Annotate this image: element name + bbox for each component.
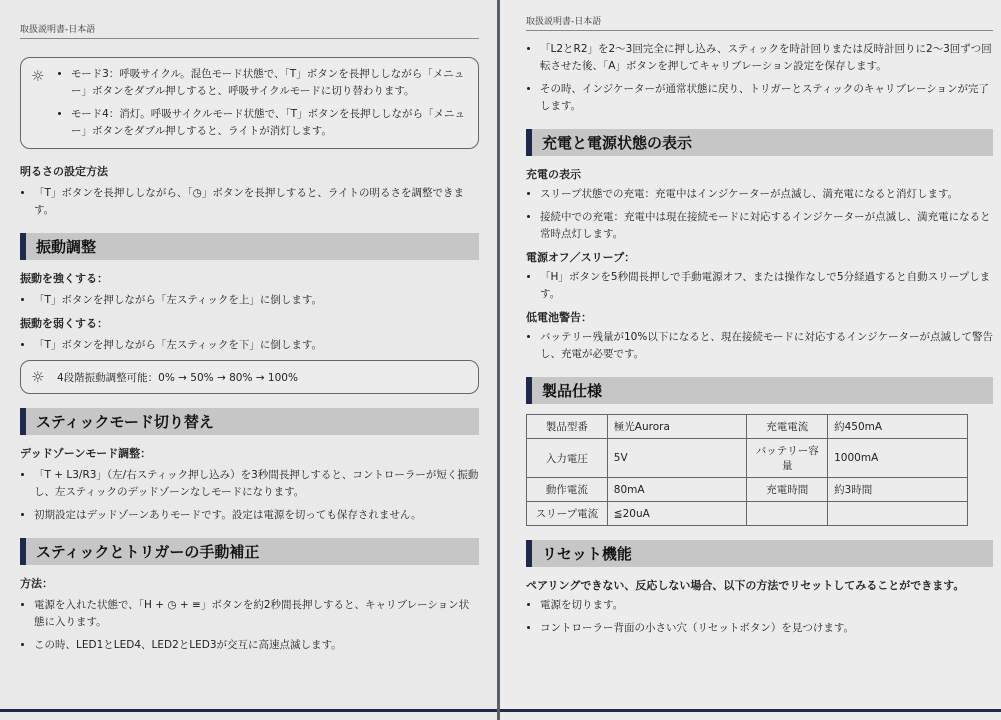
right-page xyxy=(500,0,1001,720)
deadzone-item: • 初期設定はデッドゾーンありモードです。設定は電源を切っても保存されません。 xyxy=(34,507,479,524)
spec-label: 入力電圧 xyxy=(527,439,608,478)
deadzone-title: デッドゾーンモード調整： xyxy=(20,447,152,460)
vib-weak-title: 振動を弱くする： xyxy=(20,317,108,330)
tip-item: • モード3：呼吸サイクル。混色モード状態で、「T」ボタンを長押ししながら「メニュー」ボタンをダブル押しすると、呼吸サイクルモードに切り替わります。 xyxy=(71,66,468,100)
page-bottom-rule xyxy=(500,709,1001,712)
spec-label: バッテリー容量 xyxy=(747,439,828,478)
lowbat-item: • バッテリー残量が10%以下になると、現在接続モードに対応するインジケーターが点滅して警告し、充電が必要です。 xyxy=(540,329,993,363)
table-row xyxy=(527,439,968,478)
spec-label xyxy=(747,502,828,526)
spec-value: ≦20uA xyxy=(607,502,747,526)
calibration-item: • 「L2とR2」を2～3回完全に押し込み、スティックを時計回りまたは反時計回りに2～3回ずつ回転させた後、「A」ボタンを押してキャリブレーション設定を保存します。 xyxy=(540,41,993,75)
section-specs: 製品仕様 xyxy=(526,377,993,404)
vib-strong-title: 振動を強くする： xyxy=(20,272,108,285)
section-calibration: スティックとトリガーの手動補正 xyxy=(20,538,479,565)
vib-weak-text: • 「T」ボタンを押しながら「左スティックを下」に倒します。 xyxy=(34,337,479,354)
spec-value: 80mA xyxy=(607,478,747,502)
spec-label: 充電時間 xyxy=(747,478,828,502)
brightness-text: • 「T」ボタンを長押ししながら、「◷」ボタンを長押しすると、ライトの明るさを調整できます。 xyxy=(34,185,479,219)
page-header-left: 取扱説明書-日本語 xyxy=(20,22,479,39)
tip-box-vibration xyxy=(20,360,479,394)
spec-value: 1000mA xyxy=(828,439,968,478)
reset-intro: ペアリングできない、反応しない場合、以下の方法でリセットしてみることができます。 xyxy=(526,579,965,592)
page-bottom-rule xyxy=(0,709,497,712)
calibration-item: • その時、インジケーターが通常状態に戻り、トリガーとスティックのキャリブレーションが完了します。 xyxy=(540,81,993,115)
deadzone-item: • 「T + L3/R3」（左/右スティック押し込み）を3秒間長押しすると、コントローラーが短く振動し、左スティックのデッドゾーンなしモードになります。 xyxy=(34,467,479,501)
method-title: 方法： xyxy=(20,577,53,590)
charge-title: 充電の表示 xyxy=(526,168,581,181)
tip-item: • モード4：消灯。呼吸サイクルモード状態で、「T」ボタンを長押ししながら「メニュー」ボタンをダブル押しすると、ライトが消灯します。 xyxy=(71,106,468,140)
vib-tip-text: 4段階振動調整可能：0% → 50% → 80% → 100% xyxy=(57,371,298,384)
lowbat-title: 低電池警告： xyxy=(526,311,592,324)
spec-value: 極光Aurora xyxy=(607,415,747,439)
power-item: • 「H」ボタンを5秒間長押しで手動電源オフ、または操作なしで5分経過すると自動スリープします。 xyxy=(540,269,993,303)
spec-value: 5V xyxy=(607,439,747,478)
spec-label: 充電電流 xyxy=(747,415,828,439)
vib-strong-text: • 「T」ボタンを押しながら「左スティックを上」に倒します。 xyxy=(34,292,479,309)
reset-item: • コントローラー背面の小さい穴（リセットボタン）を見つけます。 xyxy=(540,620,993,637)
method-item: • 電源を入れた状態で、「H + ◷ + ≡」ボタンを約2秒間長押しすると、キャリブレーション状態に入ります。 xyxy=(34,597,479,631)
charge-item: • スリープ状態での充電：充電中はインジケーターが点滅し、満充電になると消灯します。 xyxy=(540,186,993,203)
reset-item: • 電源を切ります。 xyxy=(540,597,993,614)
section-stick-mode: スティックモード切り替え xyxy=(20,408,479,435)
spec-value: 約450mA xyxy=(828,415,968,439)
section-vibration: 振動調整 xyxy=(20,233,479,260)
lightbulb-icon: ☼ xyxy=(31,67,45,85)
spec-label: 動作電流 xyxy=(527,478,608,502)
section-reset: リセット機能 xyxy=(526,540,993,567)
spec-table xyxy=(526,414,968,526)
spec-label: スリープ電流 xyxy=(527,502,608,526)
spec-value xyxy=(828,502,968,526)
table-row xyxy=(527,478,968,502)
table-row xyxy=(527,502,968,526)
brightness-title: 明るさの設定方法 xyxy=(20,165,108,178)
left-page xyxy=(0,0,497,720)
charge-item: • 接続中での充電：充電中は現在接続モードに対応するインジケーターが点滅し、満充電になると常時点灯します。 xyxy=(540,209,993,243)
method-item: • この時、LED1とLED4、LED2とLED3が交互に高速点滅します。 xyxy=(34,637,479,654)
spec-value: 約3時間 xyxy=(828,478,968,502)
lightbulb-icon: ☼ xyxy=(31,368,45,386)
power-title: 電源オフ／スリープ： xyxy=(526,251,636,264)
page-header-right: 取扱説明書-日本語 xyxy=(526,14,993,31)
spec-label: 製品型番 xyxy=(527,415,608,439)
table-row xyxy=(527,415,968,439)
tip-box-light-modes xyxy=(20,57,479,149)
section-charging: 充電と電源状態の表示 xyxy=(526,129,993,156)
